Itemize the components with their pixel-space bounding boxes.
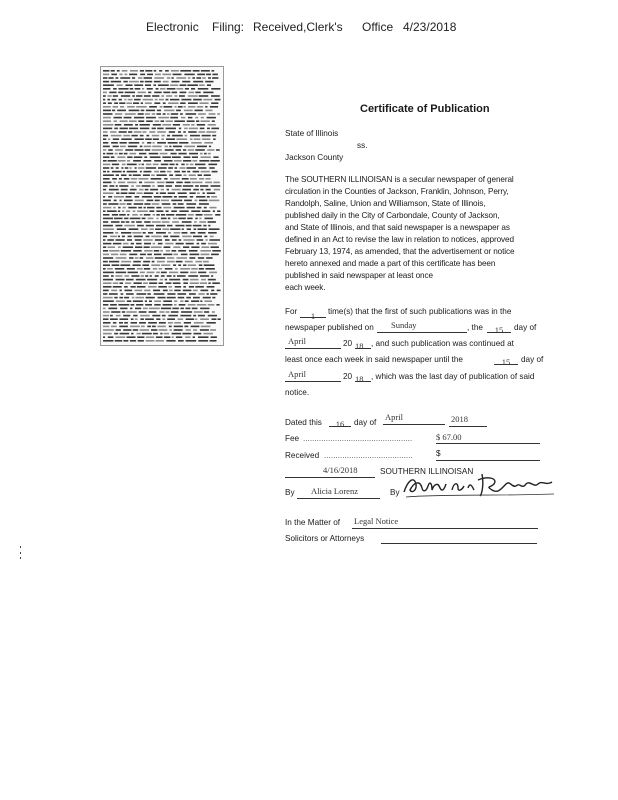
last-date-value: 15 — [501, 357, 511, 367]
received-dollar-sign: $ — [436, 449, 441, 458]
notice-word: notice. — [285, 388, 310, 397]
fee-amount-value: $ 67.00 — [436, 432, 462, 442]
body-line: published in said newspaper at least once — [285, 271, 433, 280]
by-name-value: Alicia Lorenz — [311, 486, 358, 496]
matter-field — [352, 516, 538, 529]
solicitors-label: Solicitors or Attorneys — [285, 534, 365, 543]
dated-day-of: day of — [354, 418, 377, 427]
times-value: 1 — [310, 311, 316, 321]
last-text: , which was the last day of publication of said — [371, 372, 535, 381]
first-year-suffix: 18 — [355, 341, 364, 351]
times-field — [300, 306, 326, 321]
last-date-field — [494, 352, 518, 365]
body-line: February 13, 1974, as amended, that the advertisement or notice — [285, 247, 515, 256]
last-year-prefix: 20 — [343, 372, 353, 381]
last-month-field — [285, 369, 341, 382]
stamp-label-received: Received,Clerk's — [253, 20, 343, 34]
scan-edge-mark — [20, 546, 22, 560]
last-year-suffix: 18 — [355, 374, 364, 384]
stamp-label-filing: Filing: — [212, 20, 245, 34]
times-text: time(s) that the first of such publications was in the — [328, 307, 512, 316]
fee-leader-dots: ................................................ — [303, 434, 413, 443]
received-leader-dots: ....................................... — [324, 451, 413, 460]
body-line: published daily in the City of Carbondale, County of Jackson, — [285, 211, 500, 220]
first-month-field — [285, 336, 341, 349]
fee-amount-field — [436, 432, 540, 444]
body-line: and State of Illinois, and that said newspaper is a newspaper as — [285, 223, 510, 232]
body-line: The SOUTHERN ILLINOISAN is a secular newspaper of general — [285, 175, 514, 184]
received-label: Received — [285, 451, 320, 460]
first-day-value: Sunday — [391, 320, 417, 330]
stamp-label-office: Office — [362, 20, 394, 34]
dated-year-field — [449, 414, 487, 427]
dated-month-value: April — [385, 412, 403, 422]
body-line: each week. — [285, 283, 326, 292]
body-line: hereto annexed and made a part of this certificate has been — [285, 259, 496, 268]
scan-dots-icon — [20, 546, 22, 560]
by-label-2: By — [390, 488, 400, 497]
company-name: SOUTHERN ILLINOISAN — [380, 467, 474, 476]
dated-year-value: 2018 — [451, 414, 468, 424]
newspaper-clipping-image — [100, 66, 224, 346]
dated-day-field — [329, 414, 351, 427]
day-of-label: day of — [514, 323, 537, 332]
matter-label: In the Matter of — [285, 518, 341, 527]
matter-value: Legal Notice — [354, 516, 399, 526]
body-line: defined in an Act to revise the law in relation to notices, approved — [285, 235, 514, 244]
first-year-prefix: 20 — [343, 339, 353, 348]
day-of-label-2: day of — [521, 355, 544, 364]
last-year-field — [355, 369, 371, 382]
state-line: State of Illinois — [285, 129, 339, 138]
first-date-field — [487, 320, 511, 333]
clipping-text-texture — [101, 67, 223, 345]
signature-scribble-icon — [402, 470, 558, 500]
first-year-field — [355, 336, 371, 349]
ss-mark: ss. — [357, 141, 368, 150]
last-month-value: April — [288, 369, 306, 379]
first-day-field — [377, 320, 467, 333]
body-line: Randolph, Saline, Union and Williamson, State of Illinois, — [285, 199, 486, 208]
signature-date-value: 4/16/2018 — [323, 465, 358, 475]
dated-day-value: 16 — [335, 419, 345, 429]
stamp-label-electronic: Electronic — [146, 20, 199, 34]
the-label: , the — [467, 323, 483, 332]
filing-stamp — [146, 20, 506, 36]
times-label: For — [285, 307, 298, 316]
county-line: Jackson County — [285, 153, 344, 162]
first-date-value: 15 — [494, 325, 504, 335]
received-amount-field — [436, 449, 540, 461]
once-text: least once each week in said newspaper until the — [285, 355, 463, 364]
body-line: circulation in the Counties of Jackson, Franklin, Johnson, Perry, — [285, 187, 509, 196]
dated-month-field — [383, 412, 445, 425]
by-name-field — [297, 486, 380, 499]
signature-image — [402, 470, 558, 500]
solicitors-field — [381, 532, 537, 544]
stamp-date: 4/23/2018 — [403, 20, 457, 34]
by-label: By — [285, 488, 295, 497]
fee-label: Fee — [285, 434, 300, 443]
certificate-title: Certificate of Publication — [360, 103, 490, 115]
published-on-label: newspaper published on — [285, 323, 374, 332]
signature-date-field — [285, 465, 375, 478]
first-month-value: April — [288, 336, 306, 346]
dated-label: Dated this — [285, 418, 322, 427]
continued-text: , and such publication was continued at — [371, 339, 514, 348]
